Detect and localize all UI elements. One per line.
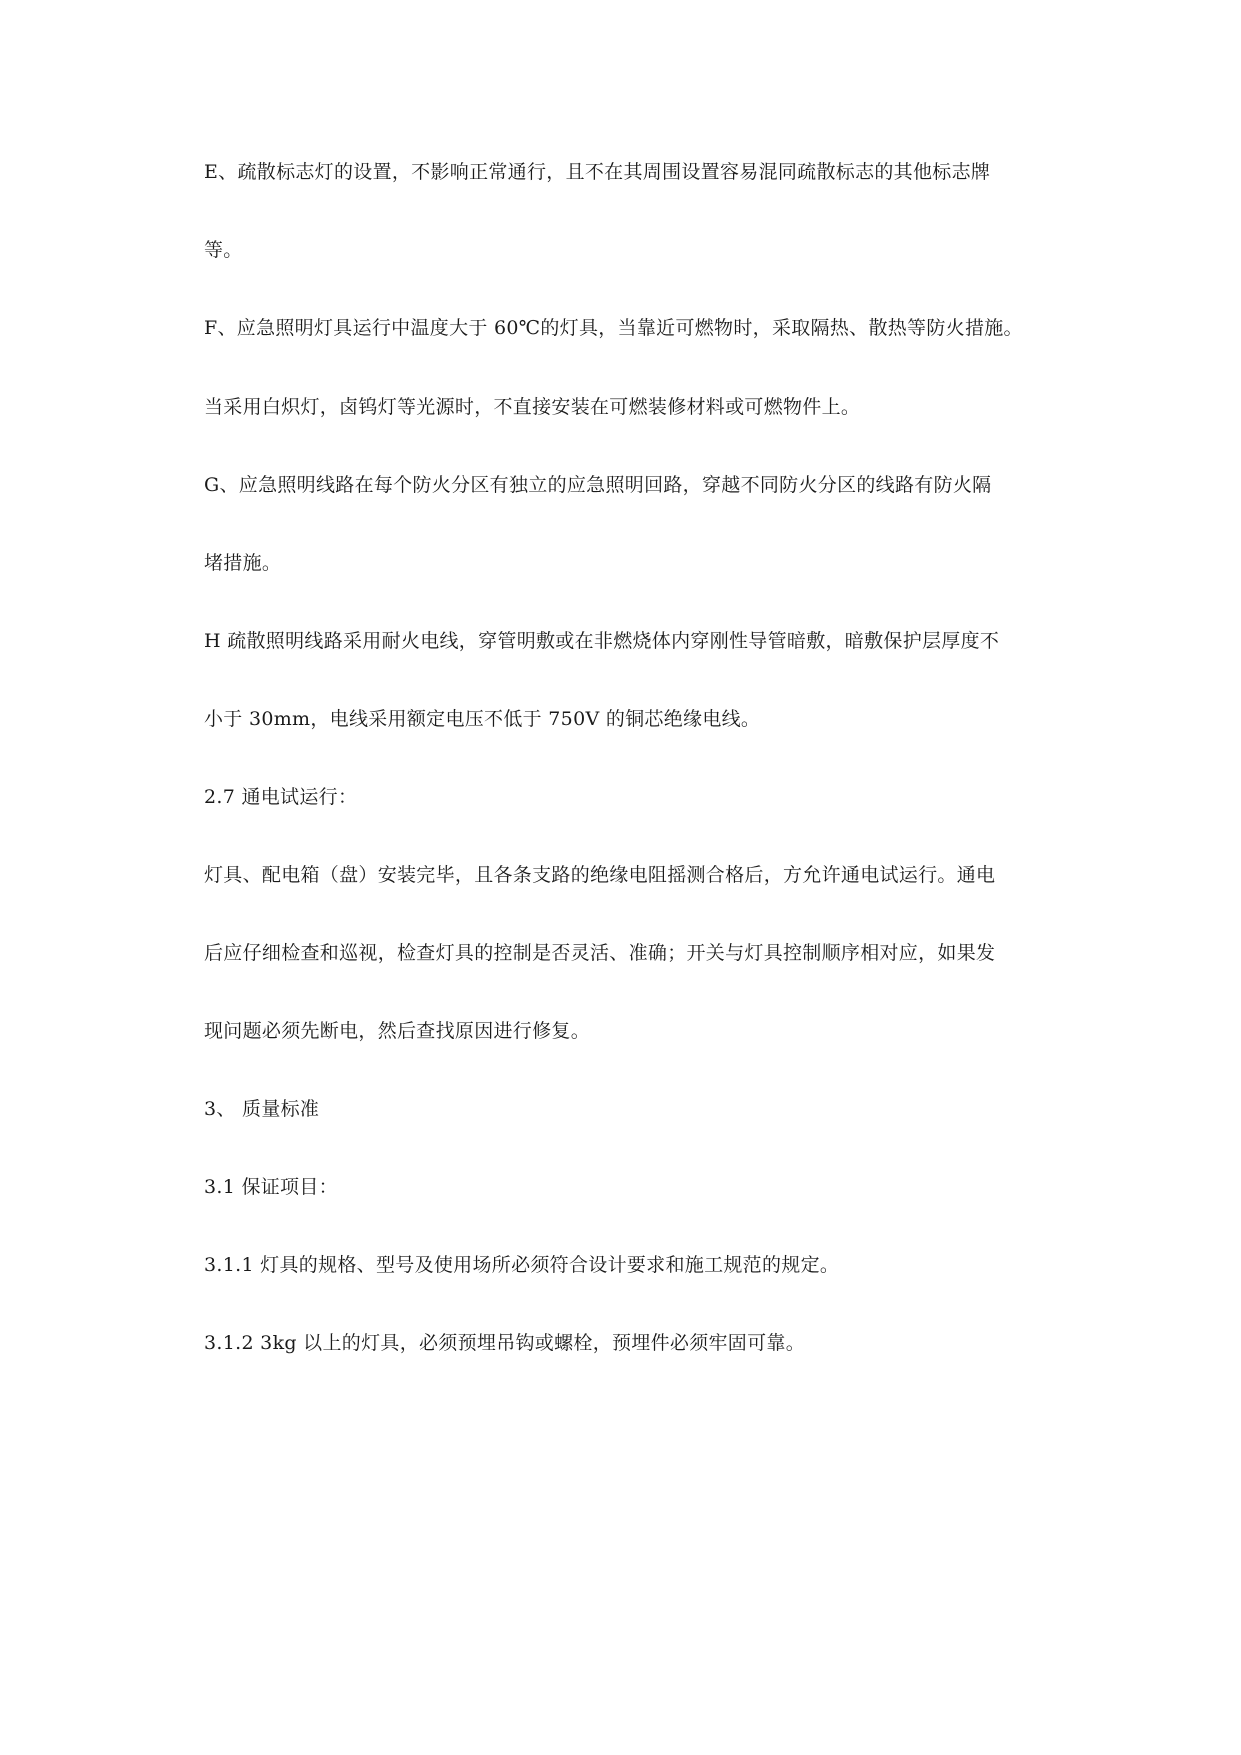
paragraph-g-line-2: 堵措施。 (204, 552, 282, 574)
paragraph-trial-run-line-2: 后应仔细检查和巡视，检查灯具的控制是否灵活、准确；开关与灯具控制顺序相对应，如果发 (204, 942, 996, 964)
paragraph-trial-run-line-1: 灯具、配电箱（盘）安装完毕，且各条支路的绝缘电阻摇测合格后，方允许通电试运行。通电 (204, 864, 996, 886)
section-2-7-heading: 2.7 通电试运行： (204, 786, 358, 808)
paragraph-g-line-1: G、应急照明线路在每个防火分区有独立的应急照明回路，穿越不同防火分区的线路有防火隔 (204, 474, 992, 496)
item-3-1-2: 3.1.2 3kg 以上的灯具，必须预埋吊钩或螺栓，预埋件必须牢固可靠。 (204, 1332, 805, 1354)
paragraph-e-line-2: 等。 (204, 239, 243, 261)
item-3-1-1: 3.1.1 灯具的规格、型号及使用场所必须符合设计要求和施工规范的规定。 (204, 1254, 840, 1276)
paragraph-h-line-2: 小于 30mm，电线采用额定电压不低于 750V 的铜芯绝缘电线。 (204, 708, 761, 730)
paragraph-e-line-1: E、疏散标志灯的设置，不影响正常通行，且不在其周围设置容易混同疏散标志的其他标志牌 (204, 161, 991, 183)
paragraph-trial-run-line-3: 现问题必须先断电，然后查找原因进行修复。 (204, 1020, 591, 1042)
section-3-heading: 3、 质量标准 (204, 1098, 320, 1120)
paragraph-h-line-1: H 疏散照明线路采用耐火电线，穿管明敷或在非燃烧体内穿刚性导管暗敷，暗敷保护层厚度不 (204, 630, 1000, 652)
paragraph-f-line-2: 当采用白炽灯，卤钨灯等光源时，不直接安装在可燃装修材料或可燃物件上。 (204, 396, 861, 418)
paragraph-f-line-1: F、应急照明灯具运行中温度大于 60℃的灯具，当靠近可燃物时，采取隔热、散热等防火措施。 (204, 317, 1023, 339)
section-3-1-heading: 3.1 保证项目： (204, 1176, 338, 1198)
